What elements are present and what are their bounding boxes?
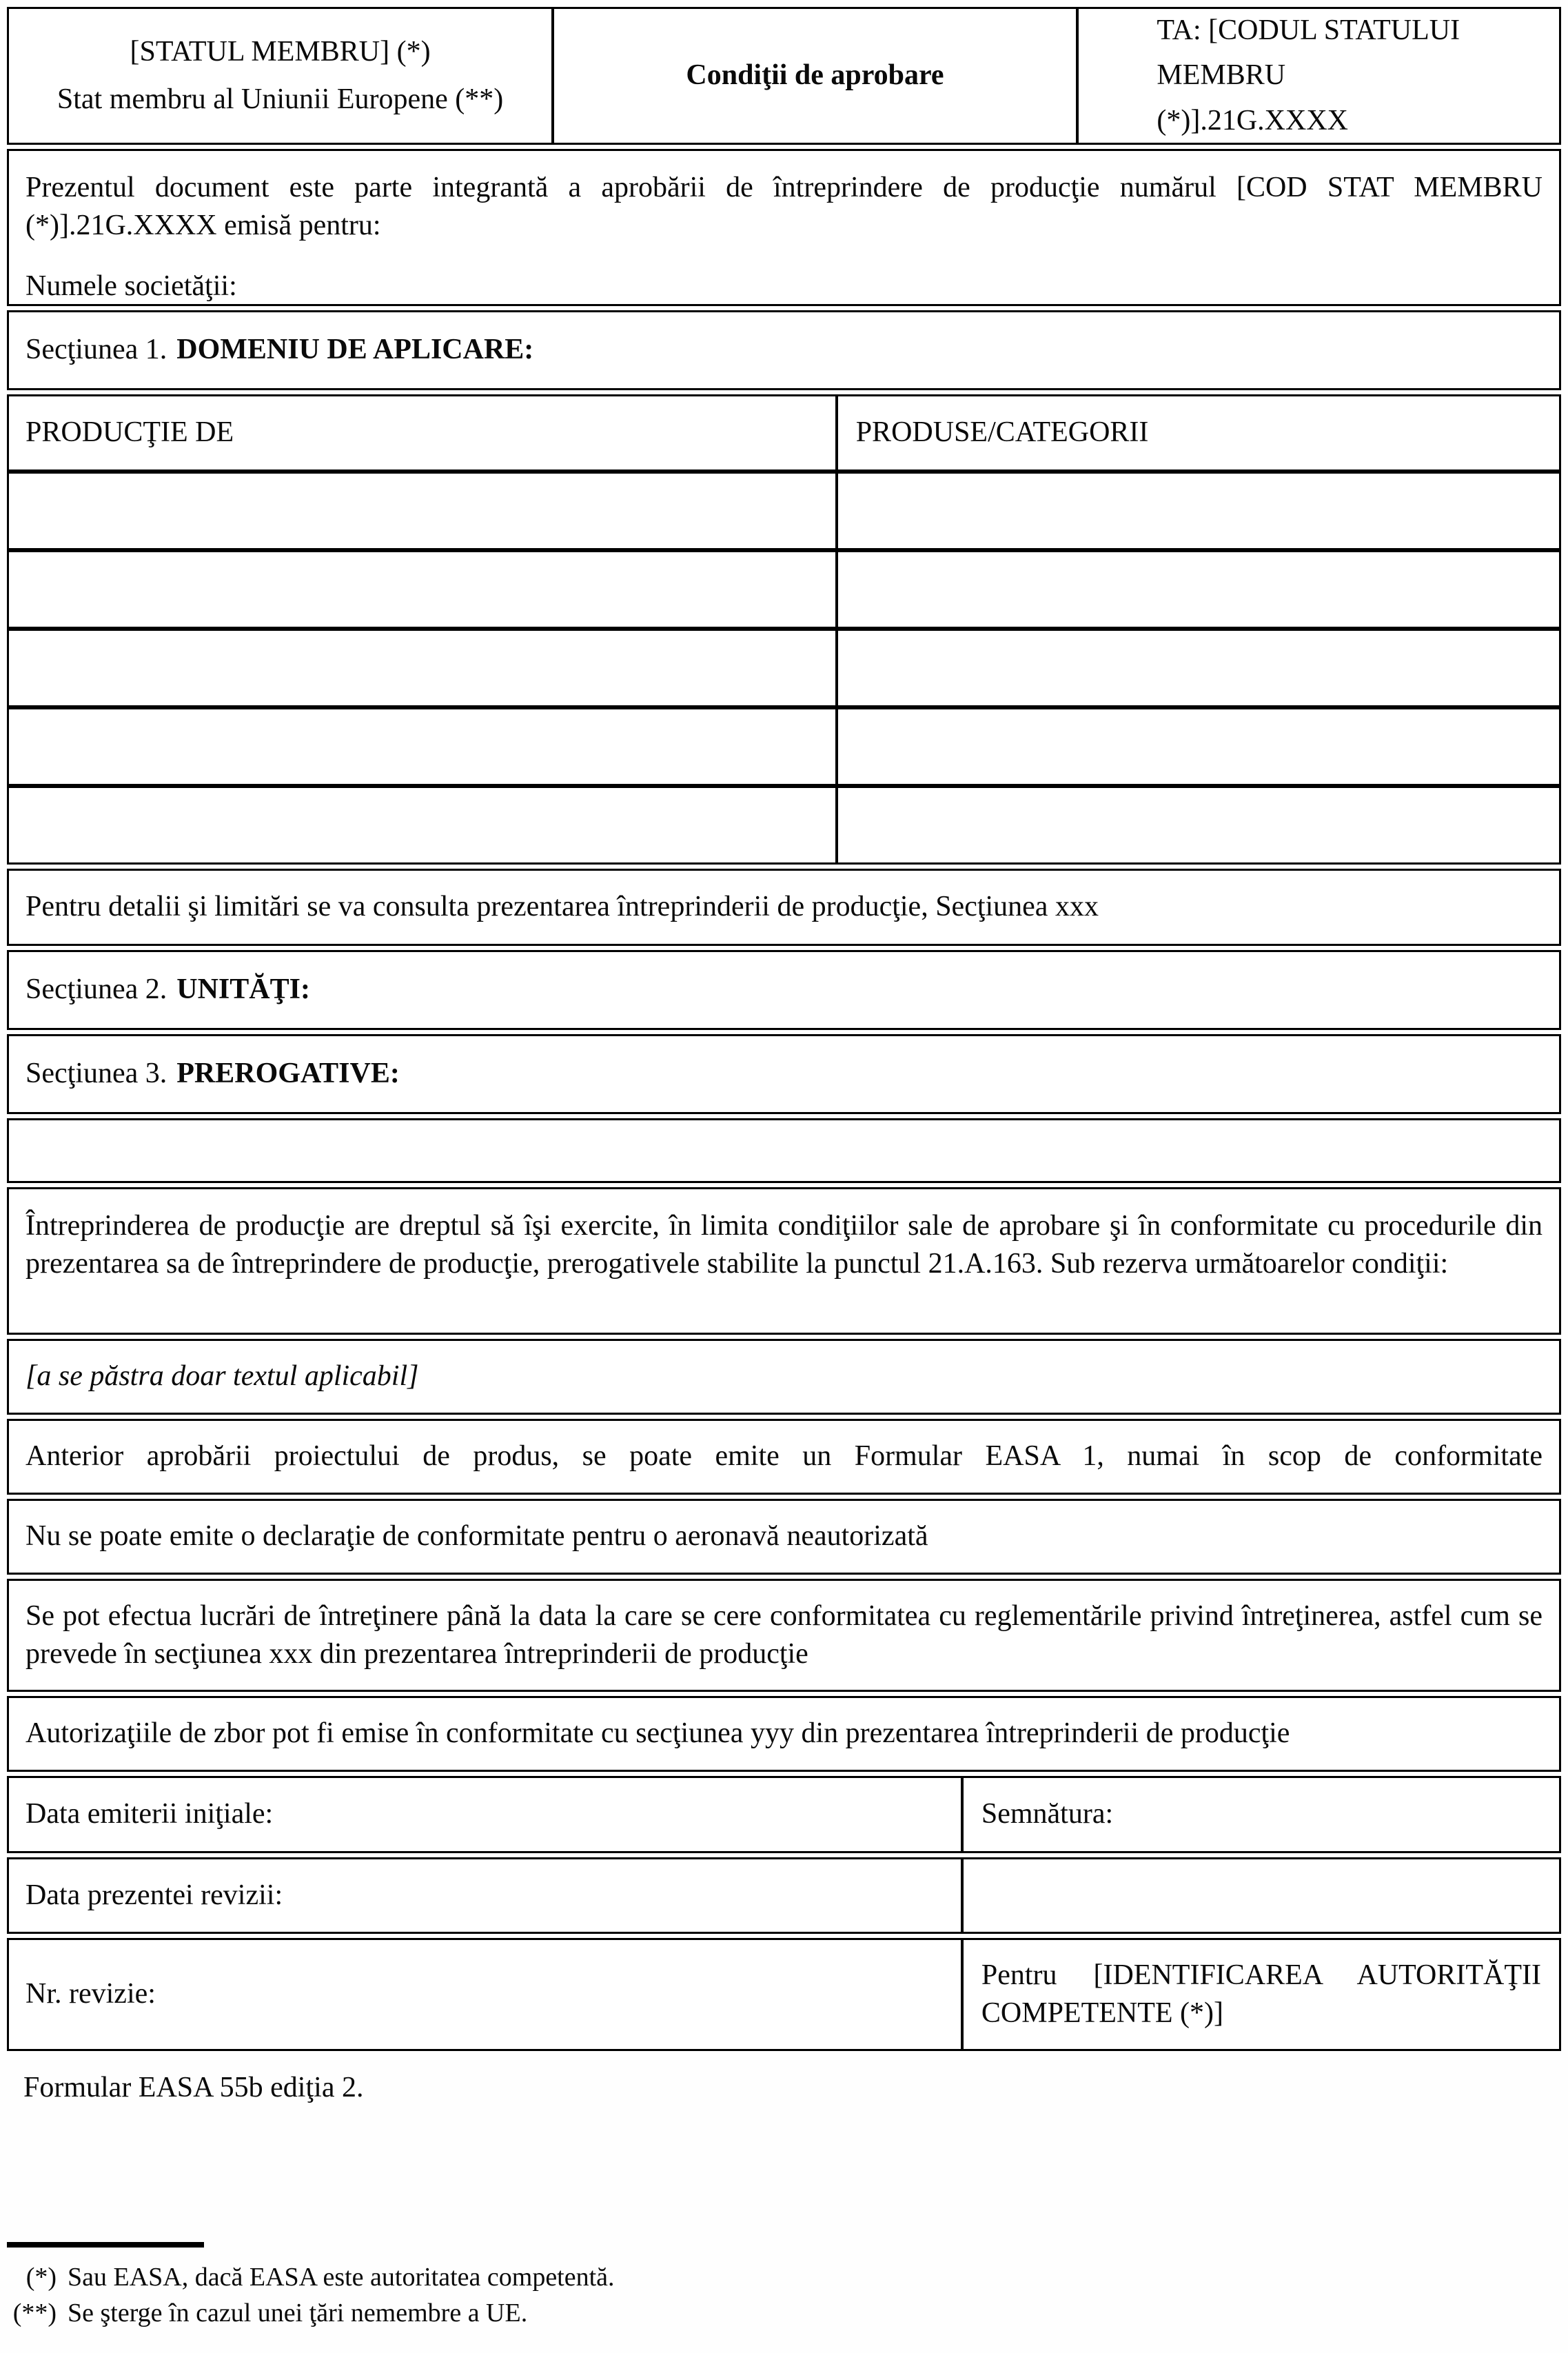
scope-col1-header: PRODUCŢIE DE [26, 416, 234, 449]
header-table [7, 7, 1561, 145]
section2-heading [7, 950, 1561, 1030]
scope-empty-cell [9, 552, 835, 627]
scope-table [7, 394, 1561, 865]
section1-heading [7, 310, 1561, 390]
footnote-1-text: Sau EASA, dacă EASA este autoritatea competentă. [68, 2263, 615, 2292]
section3-title: PREROGATIVE: [176, 1058, 400, 1090]
keep-text-note: [a se păstra doar textul aplicabil] [26, 1360, 419, 1393]
section1-label: Secţiunea 1. [26, 334, 167, 366]
footnotes-section [7, 2242, 1561, 2331]
ta-reference: TA: [CODUL STATULUI MEMBRU (*)].21G.XXXX [1157, 14, 1460, 137]
footnote-1 [7, 2260, 1561, 2295]
prerogatives-paragraph: Întreprinderea de producţie are dreptul să îşi exercite, în limita condiţiilor sale de aprobare şi în conformitate cu procedurile din prezentarea sa de întreprindere de producţie, prerogativele stabilite la punctul 21.A.163. Sub rezerva următoarelor condiţii: [26, 1210, 1542, 1280]
member-state-cell [9, 9, 551, 143]
footnote-2 [7, 2296, 1561, 2331]
document-title: Condiţii de aprobare [686, 59, 944, 92]
scope-empty-cell [835, 631, 1559, 705]
intro-section [7, 149, 1561, 306]
footnote-rule [7, 2242, 204, 2248]
company-name-label: Numele societăţii: [26, 270, 237, 302]
scope-empty-row [9, 469, 1559, 548]
scope-empty-cell [835, 788, 1559, 862]
section1-title: DOMENIU DE APLICARE: [176, 334, 534, 366]
scope-empty-cell [835, 709, 1559, 784]
condition-row-1 [7, 1419, 1561, 1495]
keep-text-note-box [7, 1339, 1561, 1415]
member-state-line1: [STATUL MEMBRU] (*) [130, 35, 431, 68]
member-state-line2: Stat membru al Uniunii Europene (**) [57, 83, 504, 115]
initial-issue-date-label: Data emiterii iniţiale: [26, 1798, 274, 1830]
prerogatives-paragraph-box [7, 1187, 1561, 1335]
condition-text-4: Autorizaţiile de zbor pot fi emise în conformitate cu secţiunea yyy din prezentarea întreprinderii de producţie [26, 1717, 1290, 1750]
signature-label: Semnătura: [961, 1778, 1559, 1851]
authority-cell [961, 1940, 1559, 2049]
scope-empty-cell [9, 709, 835, 784]
empty-row [7, 1118, 1561, 1183]
form-reference: Formular EASA 55b ediţia 2. [23, 2072, 364, 2103]
revision-number-label: Nr. revizie: [26, 1978, 156, 2010]
scope-empty-cell [9, 631, 835, 705]
revision-date-row [7, 1857, 1561, 1934]
authority-label: Pentru [IDENTIFICAREA AUTORITĂŢII COMPETENTE (*)] [981, 1959, 1541, 2029]
scope-header-row [9, 396, 1559, 469]
condition-row-3 [7, 1579, 1561, 1692]
condition-text-3: Se pot efectua lucrări de întreţinere până la data la care se cere conformitatea cu reglementările privind întreţinerea, astfel cum se prevede în secţiunea xxx din prezentarea întreprinderii de producţie [26, 1599, 1542, 1670]
scope-empty-cell [9, 788, 835, 862]
intro-paragraph: Prezentul document este parte integrantă a aprobării de întreprindere de producţie numărul [COD STAT MEMBRU (*)].21G.XXXX emisă pentru: [26, 172, 1542, 242]
scope-empty-row [9, 627, 1559, 705]
revision-date-label: Data prezentei revizii: [26, 1879, 283, 1911]
revision-date-empty-cell [961, 1859, 1559, 1932]
document-title-cell [551, 9, 1079, 143]
revision-number-row [7, 1938, 1561, 2051]
scope-note [7, 869, 1561, 946]
scope-empty-cell [835, 474, 1559, 548]
condition-text-2: Nu se poate emite o declaraţie de conformitate pentru o aeronavă neautorizată [26, 1520, 928, 1553]
scope-col2-header: PRODUSE/CATEGORII [835, 396, 1559, 469]
section3-label: Secţiunea 3. [26, 1058, 167, 1090]
scope-empty-row [9, 784, 1559, 862]
section3-heading [7, 1034, 1561, 1114]
section2-label: Secţiunea 2. [26, 973, 167, 1006]
condition-row-2 [7, 1499, 1561, 1575]
scope-empty-cell [835, 552, 1559, 627]
condition-row-4 [7, 1696, 1561, 1772]
ta-reference-cell [1079, 9, 1559, 143]
footnote-1-marker: (*) [26, 2263, 57, 2292]
scope-empty-row [9, 705, 1559, 784]
section2-title: UNITĂŢI: [176, 973, 310, 1006]
scope-empty-cell [9, 474, 835, 548]
footnote-2-marker: (**) [12, 2298, 57, 2327]
condition-text-1: Anterior aprobării proiectului de produs, se poate emite un Formular EASA 1, numai în scop de conformitate [26, 1440, 1542, 1473]
scope-note-text: Pentru detalii şi limitări se va consulta prezentarea întreprinderii de producţie, Secţiunea xxx [26, 891, 1099, 923]
scope-empty-row [9, 548, 1559, 627]
footnote-2-text: Se şterge în cazul unei ţări nemembre a UE. [68, 2298, 528, 2327]
issue-date-row [7, 1776, 1561, 1853]
